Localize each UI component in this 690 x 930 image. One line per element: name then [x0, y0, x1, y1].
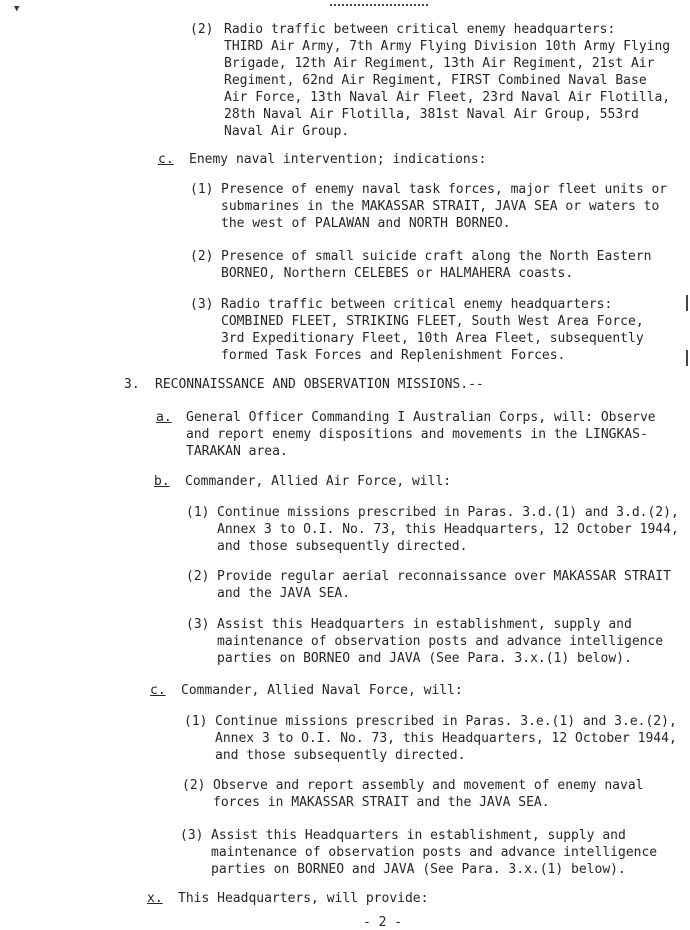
- text-line: Presence of small suicide craft along the North Eastern: [221, 249, 652, 264]
- section-3b-heading: Commander, Allied Air Force, will:: [185, 474, 452, 489]
- item-number: (2): [182, 778, 206, 793]
- text-line: formed Task Forces and Replenishment Forces.: [221, 348, 566, 363]
- text-line: maintenance of observation posts and advance intelligence: [217, 634, 664, 649]
- text-line: 28th Naval Air Flotilla, 381st Naval Air Group, 553rd: [224, 107, 639, 122]
- text-line: Assist this Headquarters in establishment, supply and: [217, 617, 632, 632]
- text-line: Brigade, 12th Air Regiment, 13th Air Regiment, 21st Air: [224, 56, 655, 71]
- text-line: Regiment, 62nd Air Regiment, FIRST Combined Naval Base: [224, 73, 647, 88]
- text-line: Assist this Headquarters in establishment, supply and: [211, 828, 626, 843]
- item-number: (3): [186, 617, 210, 632]
- text-line: THIRD Air Army, 7th Army Flying Division 10th Army Flying: [224, 39, 671, 54]
- text-line: Radio traffic between critical enemy headquarters:: [224, 22, 616, 37]
- item-number: (2): [190, 22, 214, 37]
- top-page-edge-mark: [330, 0, 428, 6]
- text-line: maintenance of observation posts and advance intelligence: [211, 845, 658, 860]
- text-line: Observe and report assembly and movement of enemy naval: [213, 778, 644, 793]
- section-3x-number: x.: [147, 891, 163, 906]
- text-line: General Officer Commanding I Australian Corps, will: Observe: [186, 410, 656, 425]
- section-3-title: RECONNAISSANCE AND OBSERVATION MISSIONS.--: [155, 377, 484, 392]
- punch-mark: ▼: [14, 4, 20, 14]
- item-number: (1): [184, 714, 208, 729]
- section-c-heading: Enemy naval intervention; indications:: [189, 152, 487, 167]
- text-line: the west of PALAWAN and NORTH BORNEO.: [221, 216, 511, 231]
- text-line: parties on BORNEO and JAVA (See Para. 3.x.(1) below).: [217, 651, 632, 666]
- text-line: Provide regular aerial reconnaissance over MAKASSAR STRAIT: [217, 569, 671, 584]
- text-line: and those subsequently directed.: [215, 748, 466, 763]
- text-line: Naval Air Group.: [224, 124, 350, 139]
- text-line: forces in MAKASSAR STRAIT and the JAVA SEA.: [213, 795, 550, 810]
- text-line: 3rd Expeditionary Fleet, 10th Area Fleet, subsequently: [221, 331, 644, 346]
- text-line: Continue missions prescribed in Paras. 3.d.(1) and 3.d.(2),: [217, 505, 679, 520]
- item-number: (2): [186, 569, 210, 584]
- text-line: Radio traffic between critical enemy headquarters:: [221, 297, 613, 312]
- item-number: (1): [190, 182, 214, 197]
- text-line: BORNEO, Northern CELEBES or HALMAHERA coasts.: [221, 266, 574, 281]
- text-line: and report enemy dispositions and movements in the LINGKAS-: [186, 427, 648, 442]
- page-number: - 2 -: [363, 915, 403, 930]
- section-3a-number: a.: [156, 410, 172, 425]
- text-line: TARAKAN area.: [186, 444, 288, 459]
- section-3c-number: c.: [150, 683, 166, 698]
- text-line: and those subsequently directed.: [217, 539, 468, 554]
- section-3c-heading: Commander, Allied Naval Force, will:: [181, 683, 463, 698]
- section-3b-number: b.: [154, 474, 170, 489]
- margin-mark: [686, 350, 688, 366]
- item-number: (2): [190, 249, 214, 264]
- text-line: parties on BORNEO and JAVA (See Para. 3.x.(1) below).: [211, 862, 626, 877]
- item-number: (3): [180, 828, 204, 843]
- text-line: Annex 3 to O.I. No. 73, this Headquarters, 12 October 1944,: [217, 522, 679, 537]
- text-line: Continue missions prescribed in Paras. 3.e.(1) and 3.e.(2),: [215, 714, 677, 729]
- section-3-number: 3.: [124, 377, 140, 392]
- item-number: (3): [190, 297, 214, 312]
- section-3x-heading: This Headquarters, will provide:: [178, 891, 429, 906]
- text-line: Presence of enemy naval task forces, major fleet units or: [221, 182, 668, 197]
- text-line: and the JAVA SEA.: [217, 586, 351, 601]
- text-line: submarines in the MAKASSAR STRAIT, JAVA SEA or waters to: [221, 199, 660, 214]
- text-line: COMBINED FLEET, STRIKING FLEET, South West Area Force,: [221, 314, 644, 329]
- item-number: (1): [186, 505, 210, 520]
- margin-mark: [686, 295, 688, 311]
- text-line: Annex 3 to O.I. No. 73, this Headquarters, 12 October 1944,: [215, 731, 677, 746]
- section-c-number: c.: [158, 152, 174, 167]
- text-line: Air Force, 13th Naval Air Fleet, 23rd Naval Air Flotilla,: [224, 90, 671, 105]
